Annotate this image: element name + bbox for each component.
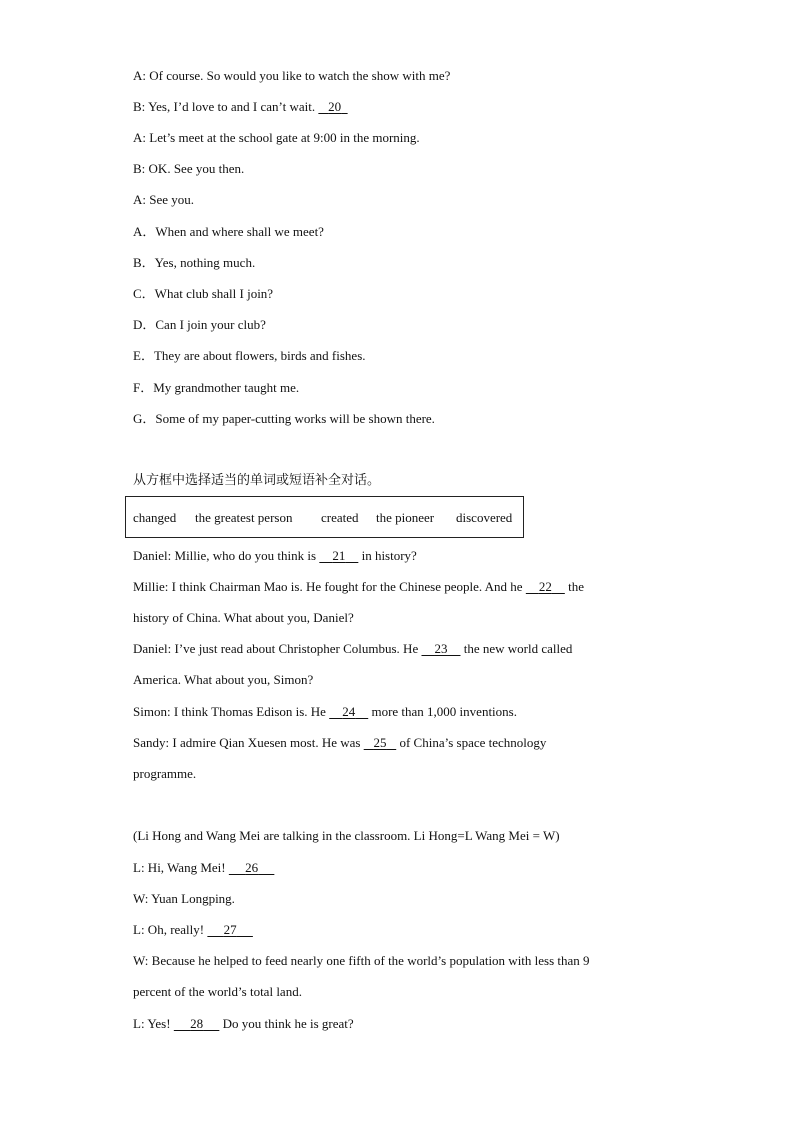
option-c: C．What club shall I join? bbox=[133, 286, 274, 301]
word-box bbox=[125, 496, 524, 538]
question-28: L: Yes! 28 Do you think he is great? bbox=[133, 1016, 354, 1031]
answer-blank-27[interactable]: 27 bbox=[223, 922, 237, 937]
question-24: Simon: I think Thomas Edison is. He 24 more than 1,000 inventions. bbox=[133, 704, 517, 719]
speaker-label: B: bbox=[133, 161, 146, 176]
word-option: created bbox=[321, 510, 359, 525]
dialog-line bbox=[133, 68, 450, 84]
dialog-text: Yes, I’d love to and I can’t wait. bbox=[148, 99, 316, 114]
question-21: Daniel: Millie, who do you think is 21 in history? bbox=[133, 548, 417, 563]
speaker-label: A: bbox=[133, 68, 146, 83]
option-f: F．My grandmother taught me. bbox=[133, 380, 300, 395]
option-e: E．They are about flowers, birds and fishes. bbox=[133, 348, 366, 363]
option-g: G．Some of my paper-cutting works will be shown there. bbox=[133, 411, 435, 426]
option-d: D．Can I join your club? bbox=[133, 317, 266, 332]
answer-blank-28[interactable]: 28 bbox=[190, 1016, 204, 1031]
dialog-line-cont: percent of the world’s total land. bbox=[133, 984, 302, 999]
option-a: A．When and where shall we meet? bbox=[133, 224, 324, 239]
question-25-cont: programme. bbox=[133, 766, 197, 781]
dialog-line bbox=[133, 192, 194, 208]
dialog-text: See you. bbox=[149, 192, 195, 207]
answer-blank-21[interactable]: 21 bbox=[332, 548, 346, 563]
word-option: changed bbox=[133, 510, 177, 525]
word-option: discovered bbox=[456, 510, 513, 525]
question-23-cont: America. What about you, Simon? bbox=[133, 672, 314, 687]
word-option: the pioneer bbox=[376, 510, 435, 525]
speaker-label: A: bbox=[133, 192, 146, 207]
dialog-line: W: Yuan Longping. bbox=[133, 891, 235, 906]
question-27: L: Oh, really! 27 bbox=[133, 922, 253, 938]
dialog-line bbox=[133, 161, 244, 177]
option-b: B．Yes, nothing much. bbox=[133, 255, 256, 270]
answer-blank-25[interactable]: 25 bbox=[373, 735, 387, 750]
question-22: Millie: I think Chairman Mao is. He fought for the Chinese people. And he 22 the bbox=[133, 579, 584, 594]
answer-blank-26[interactable]: 26 bbox=[245, 860, 259, 875]
answer-blank-24[interactable]: 24 bbox=[342, 704, 356, 719]
dialog-text: Of course. So would you like to watch the show with me? bbox=[149, 68, 451, 83]
dialog-line bbox=[133, 130, 420, 146]
dialog-text: Let’s meet at the school gate at 9:00 in the morning. bbox=[149, 130, 420, 145]
question-22-cont: history of China. What about you, Daniel? bbox=[133, 610, 354, 625]
speaker-label: B: bbox=[133, 99, 146, 114]
speaker-label: A: bbox=[133, 130, 146, 145]
dialog-text: OK. See you then. bbox=[148, 161, 245, 176]
section-intro: (Li Hong and Wang Mei are talking in the classroom. Li Hong=L Wang Mei = W) bbox=[133, 828, 560, 843]
dialog-line: W: Because he helped to feed nearly one fifth of the world’s population with less than 9 bbox=[133, 953, 590, 968]
answer-blank-20[interactable]: 20 bbox=[328, 99, 342, 114]
word-option: the greatest person bbox=[195, 510, 293, 525]
answer-blank-22[interactable]: 22 bbox=[538, 579, 552, 594]
question-26: L: Hi, Wang Mei! 26 bbox=[133, 860, 274, 876]
question-23: Daniel: I’ve just read about Christopher Columbus. He 23 the new world called bbox=[133, 641, 573, 656]
answer-blank-23[interactable]: 23 bbox=[434, 641, 448, 656]
section-instruction: 从方框中选择适当的单词或短语补全对话。 bbox=[133, 473, 381, 488]
dialog-line bbox=[133, 99, 348, 115]
question-25: Sandy: I admire Qian Xuesen most. He was 25 of China’s space technology bbox=[133, 735, 547, 750]
